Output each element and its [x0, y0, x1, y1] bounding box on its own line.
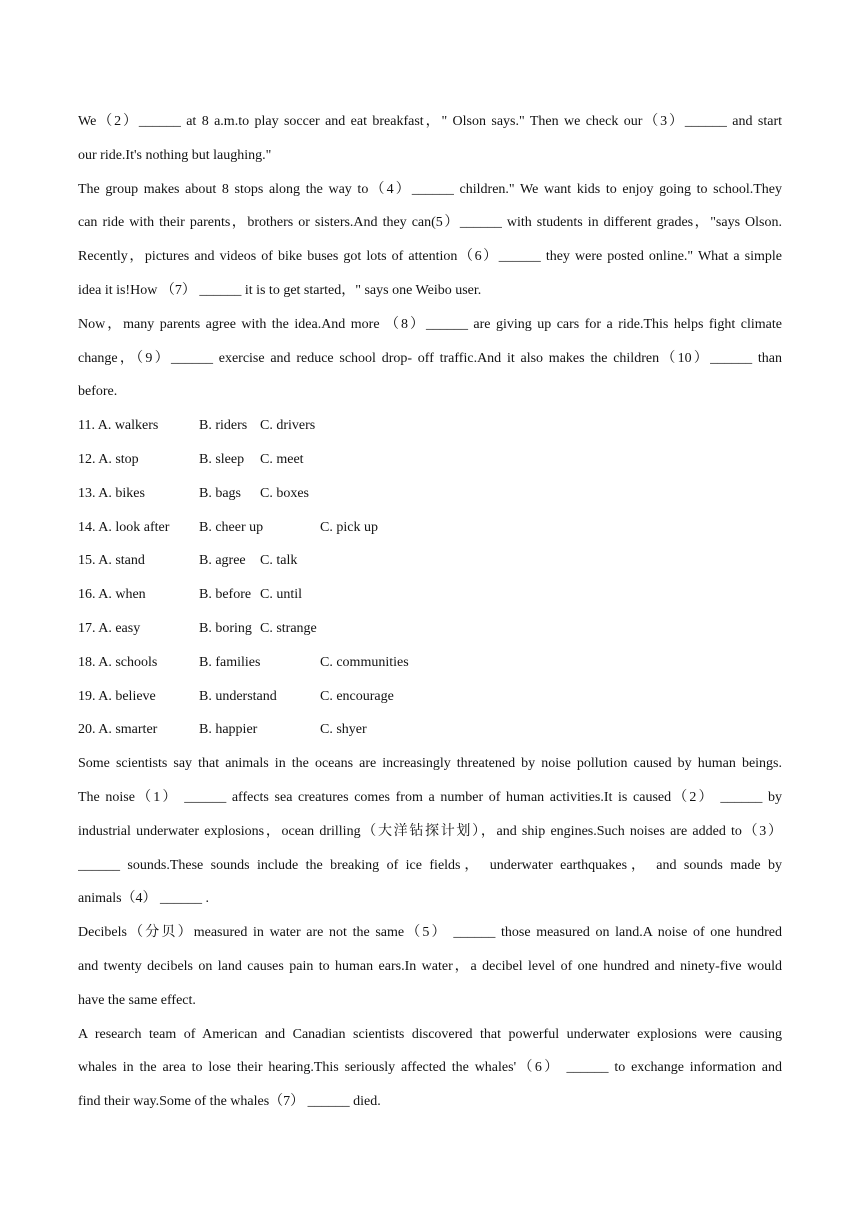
question-row: [78, 443, 782, 477]
paragraph-line: Now，many parents agree with the idea.And more （8）______ are giving up cars for a ride.This helps fight climate: [78, 316, 782, 332]
option-a: 19. A. believe: [78, 688, 156, 704]
option-c: C. boxes: [260, 485, 309, 501]
option-b: B. before: [199, 587, 252, 603]
option-a: 16. A. when: [78, 587, 146, 603]
option-c: C. shyer: [320, 722, 367, 738]
option-a: 15. A. stand: [78, 553, 145, 569]
option-b: B. families: [199, 654, 261, 670]
paragraph-line: The group makes about 8 stops along the way to（4）______ children." We want kids to enjoy going to school.They: [78, 181, 782, 197]
option-a: 20. A. smarter: [78, 722, 158, 738]
option-b: B. sleep: [199, 451, 245, 467]
document-page: [78, 105, 782, 1119]
paragraph-line: animals（4） ______ .: [78, 891, 210, 907]
paragraph-line: We（2）______ at 8 a.m.to play soccer and eat breakfast，" Olson says." Then we check our（3）______ and start: [78, 114, 782, 129]
option-a: 11. A. walkers: [78, 418, 159, 434]
option-c: C. encourage: [320, 688, 394, 704]
option-b: B. agree: [199, 553, 246, 569]
option-b: B. happier: [199, 722, 258, 738]
paragraph-line: The noise（1） ______ affects sea creatures comes from a number of human activities.It is caused（2） ______ by: [78, 789, 782, 805]
option-b: B. cheer up: [199, 519, 264, 535]
option-a: 14. A. look after: [78, 519, 170, 535]
question-row: [78, 511, 782, 545]
question-row: [78, 713, 782, 747]
option-a: 17. A. easy: [78, 620, 141, 636]
paragraph-line: whales in the area to lose their hearing.This seriously affected the whales'（6） ______ to exchange information and: [78, 1060, 782, 1076]
paragraph-line: have the same effect.: [78, 992, 196, 1008]
option-c: C. meet: [260, 451, 304, 467]
paragraph-line: and twenty decibels on land causes pain to human ears.In water，a decibel level of one hundred and ninety-five would: [78, 958, 782, 974]
option-b: B. understand: [199, 688, 277, 704]
option-b: B. bags: [199, 485, 241, 501]
paragraph-line: ______ sounds.These sounds include the breaking of ice fields， underwater earthquakes， and sounds made by: [78, 857, 782, 873]
option-a: 12. A. stop: [78, 451, 139, 467]
question-row: [78, 646, 782, 680]
paragraph-line: Decibels（分贝）measured in water are not the same（5） ______ those measured on land.A noise of one hundred: [78, 925, 782, 941]
passage-ocean-noise: [78, 747, 782, 1119]
question-row: [78, 409, 782, 443]
option-a: 13. A. bikes: [78, 485, 145, 501]
question-row: [78, 544, 782, 578]
paragraph-line: idea it is!How （7） ______ it is to get started，" says one Weibo user.: [78, 282, 482, 298]
paragraph-line: can ride with their parents，brothers or sisters.And they can(5）______ with students in different grades，"says Olson.: [78, 215, 782, 231]
paragraph-line: our ride.It's nothing but laughing.": [78, 147, 272, 163]
question-options: [78, 409, 782, 747]
paragraph-line: Some scientists say that animals in the oceans are increasingly threatened by noise pollution caused by human beings.: [78, 756, 782, 772]
paragraph-line: Recently，pictures and videos of bike buses got lots of attention（6）______ they were posted online." What a simple: [78, 249, 782, 265]
paragraph-line: find their way.Some of the whales（7） ______ died.: [78, 1094, 381, 1110]
question-row: [78, 612, 782, 646]
paragraph-line: change，（9）______ exercise and reduce school drop- off traffic.And it also makes the children（10）______ than: [78, 350, 782, 366]
option-c: C. talk: [260, 553, 298, 569]
option-c: C. drivers: [260, 418, 316, 434]
question-row: [78, 578, 782, 612]
paragraph-line: before.: [78, 384, 118, 400]
paragraph-line: industrial underwater explosions，ocean drilling（大洋钻探计划），and ship engines.Such noises are added to（3）: [78, 823, 782, 839]
passage-bike-bus: [78, 105, 782, 409]
option-c: C. until: [260, 587, 303, 603]
option-a: 18. A. schools: [78, 654, 158, 670]
question-row: [78, 477, 782, 511]
option-b: B. boring: [199, 620, 252, 636]
option-c: C. communities: [320, 654, 409, 670]
paragraph-line: A research team of American and Canadian scientists discovered that powerful underwater explosions were causing: [78, 1026, 782, 1042]
option-b: B. riders: [199, 418, 248, 434]
option-c: C. pick up: [320, 519, 378, 535]
option-c: C. strange: [260, 620, 317, 636]
question-row: [78, 680, 782, 714]
